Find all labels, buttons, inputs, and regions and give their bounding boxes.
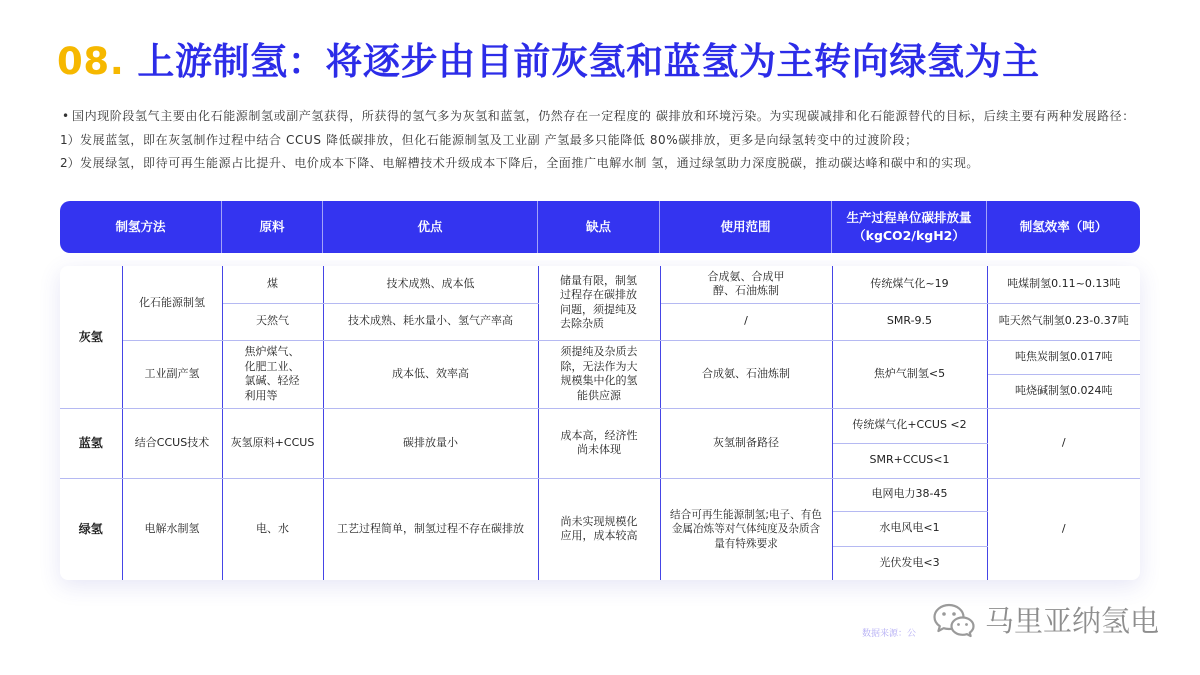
header-cons: [538, 201, 660, 253]
caustic-efficiency-cell: 吨烧碱制氢0.024吨: [987, 374, 1140, 408]
blue-hydrogen-label: 蓝氢: [60, 408, 122, 478]
list-number: 2）: [60, 156, 80, 170]
cell-text: 合成氨、合成甲醇、石油炼制: [707, 269, 785, 298]
coal-efficiency-cell: 吨煤制氢0.11~0.13吨: [987, 266, 1140, 303]
intro-text: 发展蓝氢，即在灰氢制作过程中结合 CCUS 降低碳排放，但化石能源制氢及工业副 产氢最多只能降低 80%碳排放，更多是向绿氢转变中的过渡阶段；: [80, 132, 918, 147]
intro-line: [60, 152, 1160, 176]
ccus-cons-cell: [538, 408, 660, 478]
ccus-scope-cell: 灰氢制备路径: [660, 408, 832, 478]
intro-text: 发展绿氢，即待可再生能源占比提升、电价成本下降、电解槽技术升级成本下降后，全面推广电解水制 氢，通过绿氢助力深度脱碳，推动碳达峰和碳中和的实现。: [80, 156, 980, 170]
coke-efficiency-cell: 吨焦炭制氢0.017吨: [987, 340, 1140, 374]
cell-text: 结合可再生能源制氢;电子、有色金属冶炼等对气体纯度及杂质含量有特殊要求: [670, 508, 822, 550]
table-row: [60, 266, 1140, 303]
bullet-marker: •: [62, 109, 70, 123]
header-label: 优点: [417, 219, 443, 234]
gas-scope-cell: /: [660, 303, 832, 340]
coal-emission-cell: 传统煤气化~19: [832, 266, 987, 303]
header-scope: [660, 201, 832, 253]
slide-title: [57, 37, 1040, 87]
cell-text: 焦炉煤气、化肥工业、氯碱、轻烃利用等: [244, 345, 300, 402]
electrolysis-scope-cell: [660, 478, 832, 580]
fossil-method-cell: 化石能源制氢: [122, 266, 222, 340]
gas-efficiency-cell: 吨天然气制氢0.23-0.37吨: [987, 303, 1140, 340]
electrolysis-cons-cell: [538, 478, 660, 580]
cell-text: 尚未实现规模化应用，成本较高: [560, 514, 638, 543]
header-label: 制氢效率（吨）: [1019, 219, 1108, 234]
electrolysis-pros-cell: 工艺过程简单，制氢过程不存在碳排放: [323, 478, 538, 580]
ccus-smr-emission-cell: SMR+CCUS<1: [832, 443, 987, 478]
header-pros: [323, 201, 538, 253]
section-number: 08.: [57, 40, 125, 83]
ccus-method-cell: 结合CCUS技术: [122, 408, 222, 478]
intro-line: [60, 105, 1160, 129]
byproduct-scope-cell: 合成氨、石油炼制: [660, 340, 832, 408]
grey-hydrogen-label: 灰氢: [60, 266, 122, 408]
grid-emission-cell: 电网电力38-45: [832, 478, 987, 511]
list-number: 1）: [60, 132, 80, 147]
hydrogen-production-table: [60, 266, 1140, 580]
byproduct-cons-cell: [538, 340, 660, 408]
header-label: 生产过程单位碳排放量: [846, 210, 972, 225]
coal-pros-cell: 技术成熟、成本低: [323, 266, 538, 303]
table-row: [60, 478, 1140, 511]
data-source-note: 数据来源：公: [862, 629, 917, 639]
cell-text: 成本高，经济性尚未体现: [560, 428, 638, 456]
table-row: [60, 408, 1140, 443]
header-efficiency: [987, 201, 1140, 253]
byproduct-method-cell: 工业副产氢: [122, 340, 222, 408]
intro-paragraph: [60, 105, 1160, 176]
header-unit: （kgCO2/kgH2）: [853, 228, 965, 243]
header-method: [60, 201, 222, 253]
electrolysis-method-cell: 电解水制氢: [122, 478, 222, 580]
intro-line: [60, 129, 1160, 153]
fossil-cons-cell: [538, 266, 660, 340]
wechat-icon: [932, 602, 976, 638]
ccus-pros-cell: 碳排放量小: [323, 408, 538, 478]
byproduct-pros-cell: 成本低、效率高: [323, 340, 538, 408]
cell-text: 储量有限，制氢过程存在碳排放问题，须提纯及去除杂质: [559, 273, 637, 331]
gas-pros-cell: 技术成熟、耗水量小、氢气产率高: [323, 303, 538, 340]
table-row: [60, 340, 1140, 374]
header-label: 原料: [259, 219, 285, 234]
ccus-feedstock-cell: 灰氢原料+CCUS: [222, 408, 323, 478]
header-label: 使用范围: [720, 219, 771, 234]
ccus-coal-emission-cell: 传统煤气化+CCUS <2: [832, 408, 987, 443]
hydro-wind-emission-cell: 水电风电<1: [832, 511, 987, 546]
header-feedstock: [222, 201, 323, 253]
coal-scope-cell: [660, 266, 832, 303]
table-header: [60, 201, 1140, 253]
green-hydrogen-label: 绿氢: [60, 478, 122, 580]
cell-text: 须提纯及杂质去除，无法作为大规模集中化的氢能供应源: [560, 345, 638, 402]
byproduct-emission-cell: 焦炉气制氢<5: [832, 340, 987, 408]
gas-feedstock-cell: 天然气: [222, 303, 323, 340]
intro-text: 国内现阶段氢气主要由化石能源制氢或副产氢获得，所获得的氢气多为灰氢和蓝氢，仍然存在一定程度的 碳排放和环境污染。为实现碳减排和化石能源替代的目标，后续主要有两种发展路径：: [72, 109, 1135, 123]
title-text: 上游制氢：将逐步由目前灰氢和蓝氢为主转向绿氢为主: [137, 40, 1040, 83]
solar-emission-cell: 光伏发电<3: [832, 546, 987, 580]
watermark-text: 马里亚纳氢电: [985, 604, 1160, 638]
gas-emission-cell: SMR-9.5: [832, 303, 987, 340]
table-body: [60, 266, 1140, 580]
header-label: 制氢方法: [115, 219, 166, 234]
coal-feedstock-cell: 煤: [222, 266, 323, 303]
electrolysis-efficiency-cell: /: [1061, 522, 1066, 535]
ccus-efficiency-cell: /: [987, 408, 1140, 478]
byproduct-feedstock-cell: [222, 340, 323, 408]
header-label: 缺点: [585, 219, 611, 234]
electrolysis-feedstock-cell: 电、水: [222, 478, 323, 580]
header-emission: [832, 201, 987, 253]
